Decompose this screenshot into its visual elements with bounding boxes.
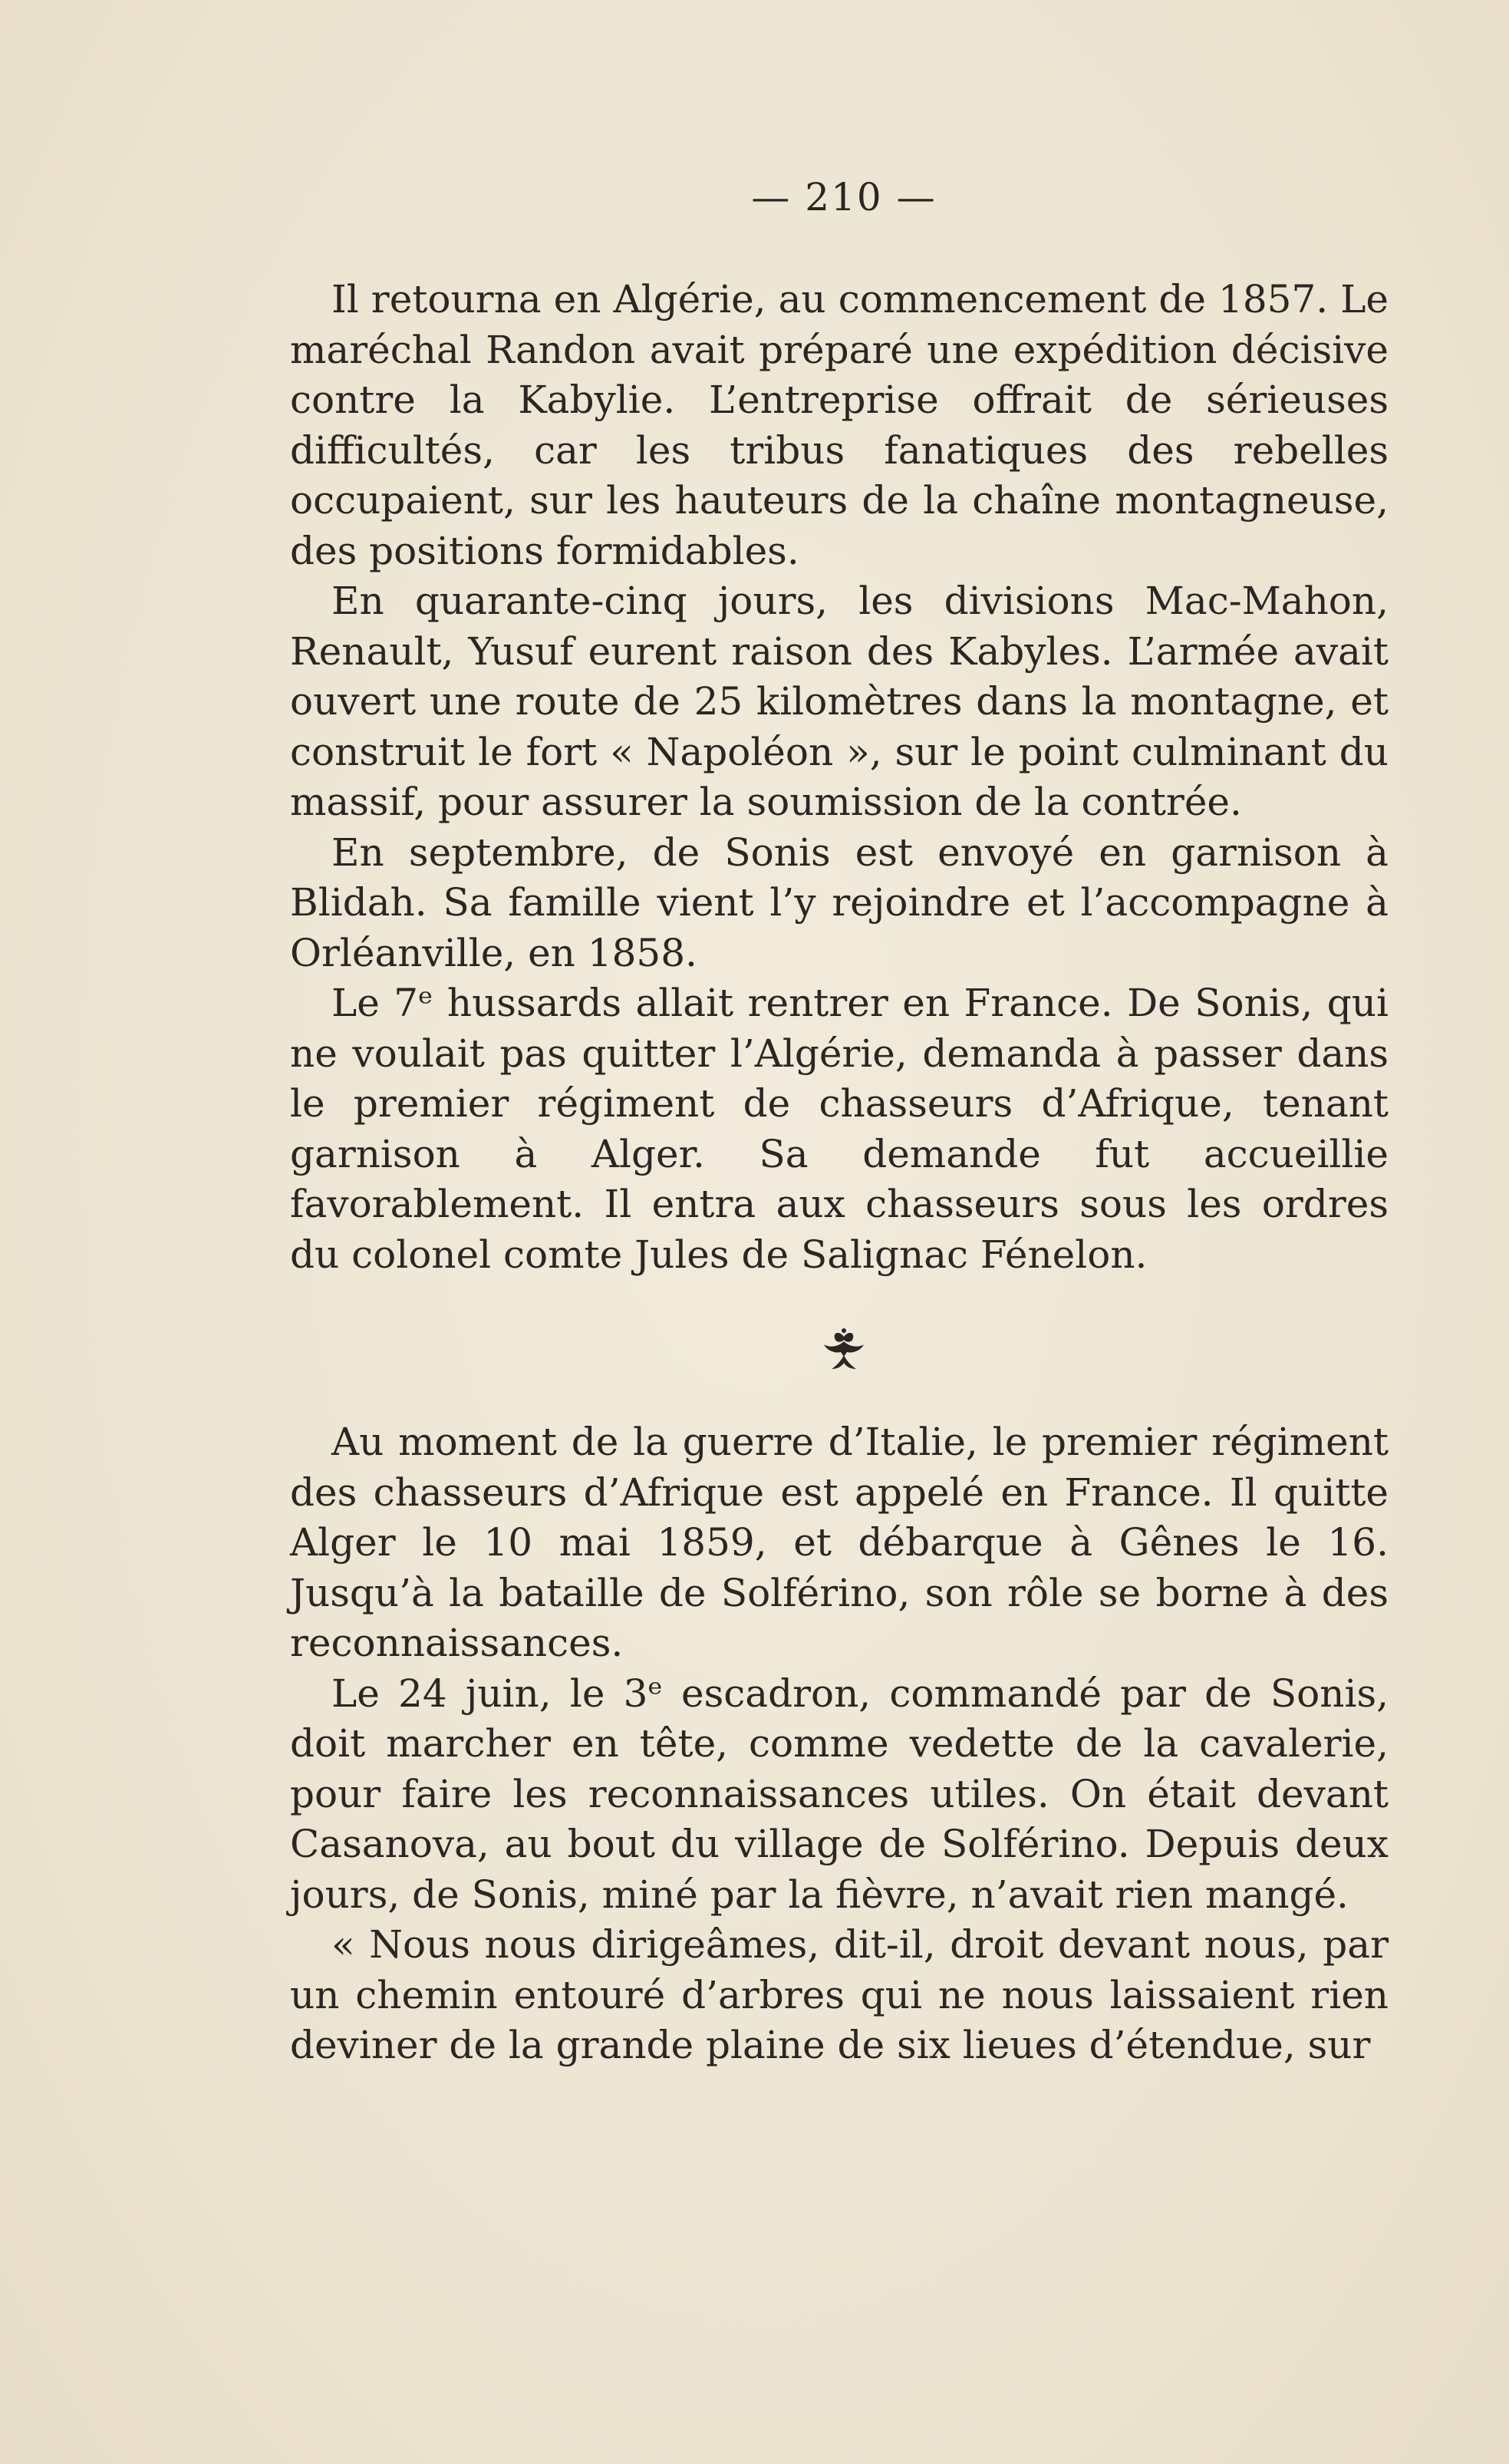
paragraph: Il retourna en Algérie, au commencement de 1857. Le maréchal Randon avait préparé une expédition décisive contre la Kabylie. L’entreprise offrait de sérieuses difficultés, car les tribus fanatiques des rebelles occupaient, sur les hauteurs de la chaîne montagneuse, des positions formidables. (290, 277, 1389, 573)
text-block-after-ornament (290, 1417, 1389, 2071)
paragraph: Le 7ᵉ hussards allait rentrer en France. De Sonis, qui ne voulait pas quitter l’Algérie, demanda à passer dans le premier régiment de chasseurs d’Afrique, tenant garnison à Alger. Sa demande fut accueillie favorablement. Il entra aux chasseurs sous les ordres du colonel comte Jules de Salignac Fénelon. (290, 981, 1389, 1277)
paragraph: En septembre, de Sonis est envoyé en garnison à Blidah. Sa famille vient l’y rejoindre et l’accompagne à Orléanville, en 1858. (290, 830, 1389, 975)
fleuron-icon (812, 1321, 876, 1386)
paragraph: Au moment de la guerre d’Italie, le premier régiment des chasseurs d’Afrique est appelé en France. Il quitte Alger le 10 mai 1859, et débarque à Gênes le 16. Jusqu’à la bataille de Solférino, son rôle se borne à des reconnaissances. (290, 1420, 1389, 1665)
paragraph: Le 24 juin, le 3ᵉ escadron, commandé par de Sonis, doit marcher en tête, comme vedette de la cavalerie, pour faire les reconnaissances utiles. On était devant Casanova, au bout du village de Solférino. Depuis deux jours, de Sonis, miné par la fièvre, n’avait rien mangé. (290, 1671, 1389, 1917)
paragraph: « Nous nous dirigeâmes, dit-il, droit devant nous, par un chemin entouré d’arbres qui ne nous laissaient rien deviner de la grande plaine de six lieues d’étendue, sur (290, 1922, 1389, 2067)
page-number: — 210 — (751, 175, 937, 219)
paragraph: En quarante-cinq jours, les divisions Mac-Mahon, Renault, Yusuf eurent raison des Kabyles. L’armée avait ouvert une route de 25 kilomètres dans la montagne, et construit le fort « Napoléon », sur le point culminant du massif, pour assurer la soumission de la contrée. (290, 579, 1389, 824)
text-block-before-ornament (290, 275, 1389, 1280)
